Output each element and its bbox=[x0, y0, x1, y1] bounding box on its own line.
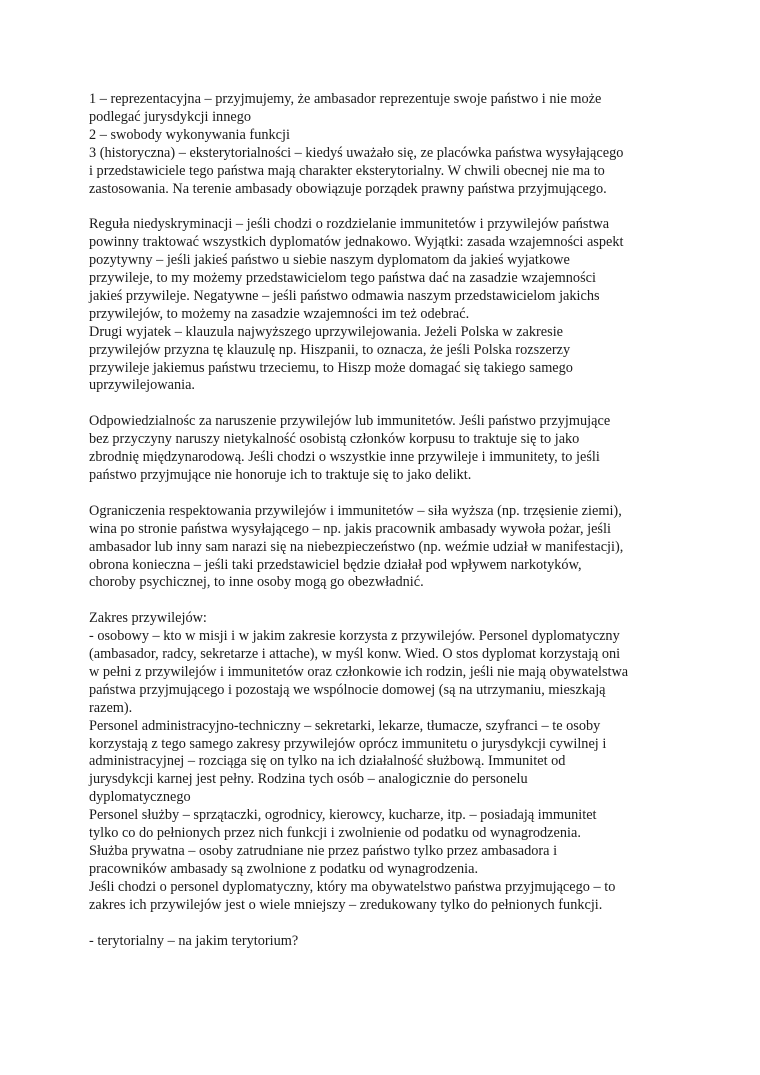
text-line: ambasador lub inny sam narazi się na niebezpieczeństwo (np. weźmie udział w manifestacji), bbox=[89, 538, 624, 555]
text-line: zakres ich przywilejów jest o wiele mniejszy – zredukowany tylko do pełnionych funkcji. bbox=[89, 896, 603, 913]
paragraph-spacer bbox=[89, 395, 689, 413]
text-line: Personel administracyjno-techniczny – sekretarki, lekarze, tłumacze, szyfranci – te osoby bbox=[89, 717, 601, 734]
text-line: Ograniczenia respektowania przywilejów i immunitetów – siła wyższa (np. trzęsienie ziemi), bbox=[89, 502, 622, 519]
text-line: tylko co do pełnionych przez nich funkcji i zwolnienie od podatku od wynagrodzenia. bbox=[89, 825, 581, 842]
text-line: dyplomatycznego bbox=[89, 789, 191, 806]
text-line: Służba prywatna – osoby zatrudniane nie przez państwo tylko przez ambasadora i bbox=[89, 843, 558, 859]
text-line: i przedstawiciele tego państwa mają charakter eksterytorialny. W chwili obecnej nie ma to bbox=[89, 162, 605, 179]
text-line: pracowników ambasady są zwolnione z podatku od wynagrodzenia. bbox=[89, 860, 479, 877]
text-line: uprzywilejowania. bbox=[89, 377, 195, 394]
text-line: powinny traktować wszystkich dyplomatów jednakowo. Wyjątki: zasada wzajemności aspekt bbox=[89, 234, 624, 251]
text-line: Zakres przywilejów: bbox=[89, 610, 207, 627]
text-line: przywilejów przyzna tę klauzulę np. Hiszpanii, to oznacza, że jeśli Polska rozszerzy bbox=[89, 341, 571, 358]
text-line: jakieś przywileje. Negatywne – jeśli państwo odmawia naszym przedstawicielom jakichs bbox=[89, 287, 600, 304]
paragraph-spacer bbox=[89, 198, 689, 216]
text-line: podlegać jurysdykcji innego bbox=[89, 108, 251, 125]
text-line: państwo przyjmujące nie honoruje ich to traktuje się to jako delikt. bbox=[89, 467, 472, 483]
paragraph-spacer bbox=[89, 915, 689, 933]
text-line: przywilejów, to możemy na zasadzie wzajemności im też odebrać. bbox=[89, 305, 470, 322]
text-line: - osobowy – kto w misji i w jakim zakresie korzysta z przywilejów. Personel dyplomatyczny bbox=[89, 628, 620, 645]
document-body bbox=[89, 91, 689, 950]
text-line: 3 (historyczna) – eksterytorialności – kiedyś uważało się, ze placówka państwa wysyłającego bbox=[89, 144, 624, 161]
text-line: zbrodnię międzynarodową. Jeśli chodzi o wszystkie inne przywileje i immunitety, to jeśli bbox=[89, 449, 600, 466]
text-line: Personel służby – sprzątaczki, ogrodnicy, kierowcy, kucharze, itp. – posiadają immunitet bbox=[89, 807, 597, 824]
text-line: przywileje, to my możemy przedstawicielom tego państwa dać na zasadzie wzajemności bbox=[89, 270, 596, 287]
text-line: przywileje jakiemus państwu trzeciemu, to Hiszp może domagać się takiego samego bbox=[89, 359, 573, 376]
text-line: 2 – swobody wykonywania funkcji bbox=[89, 126, 290, 143]
text-line: (ambasador, radcy, sekretarze i attache), w myśl konw. Wied. O stos dyplomat korzystają oni bbox=[89, 646, 621, 663]
text-line: Reguła niedyskryminacji – jeśli chodzi o rozdzielanie immunitetów i przywilejów państwa bbox=[89, 216, 610, 233]
text-line: Jeśli chodzi o personel dyplomatyczny, który ma obywatelstwo państwa przyjmującego – to bbox=[89, 878, 616, 895]
text-line: pozytywny – jeśli jakieś państwo u siebie naszym dyplomatom da jakieś wyjatkowe bbox=[89, 252, 570, 269]
text-line: choroby psychicznej, to inne osoby mogą go obezwładnić. bbox=[89, 574, 424, 591]
text-line: jurysdykcji karnej jest pełny. Rodzina tych osób – analogicznie do personelu bbox=[89, 771, 528, 788]
text-line: - terytorialny – na jakim terytorium? bbox=[89, 932, 299, 949]
text-line: 1 – reprezentacyjna – przyjmujemy, że ambasador reprezentuje swoje państwo i nie może bbox=[89, 91, 602, 107]
text-line: wina po stronie państwa wysyłającego – np. jakis pracownik ambasady wywoła pożar, jeśli bbox=[89, 520, 611, 537]
text-line: zastosowania. Na terenie ambasady obowiązuje porządek prawny państwa przyjmującego. bbox=[89, 180, 607, 197]
text-line: razem). bbox=[89, 699, 133, 716]
text-line: obrona konieczna – jeśli taki przedstawiciel będzie działał pod wpływem narkotyków, bbox=[89, 556, 582, 573]
text-line: Odpowiedzialnośc za naruszenie przywilejów lub immunitetów. Jeśli państwo przyjmujące bbox=[89, 413, 611, 430]
text-line: w pełni z przywilejów i immunitetów oraz członkowie ich rodzin, jeśli nie mają obywatelstwa bbox=[89, 663, 629, 680]
paragraph-spacer bbox=[89, 592, 689, 610]
text-line: administracyjnej – rozciąga się on tylko na ich działalność służbową. Immunitet od bbox=[89, 753, 566, 770]
text-line: Drugi wyjatek – klauzula najwyższego uprzywilejowania. Jeżeli Polska w zakresie bbox=[89, 323, 564, 340]
text-line: bez przyczyny naruszy nietykalność osobistą członków korpusu to traktuje się to jako bbox=[89, 431, 580, 448]
text-line: państwa przyjmującego i pozostają we wspólnocie domowej (są na utrzymaniu, mieszkają bbox=[89, 681, 606, 698]
text-line: korzystają z tego samego zakresy przywilejów oprócz immunitetu o jurysdykcji cywilnej i bbox=[89, 735, 607, 752]
paragraph-spacer bbox=[89, 485, 689, 503]
